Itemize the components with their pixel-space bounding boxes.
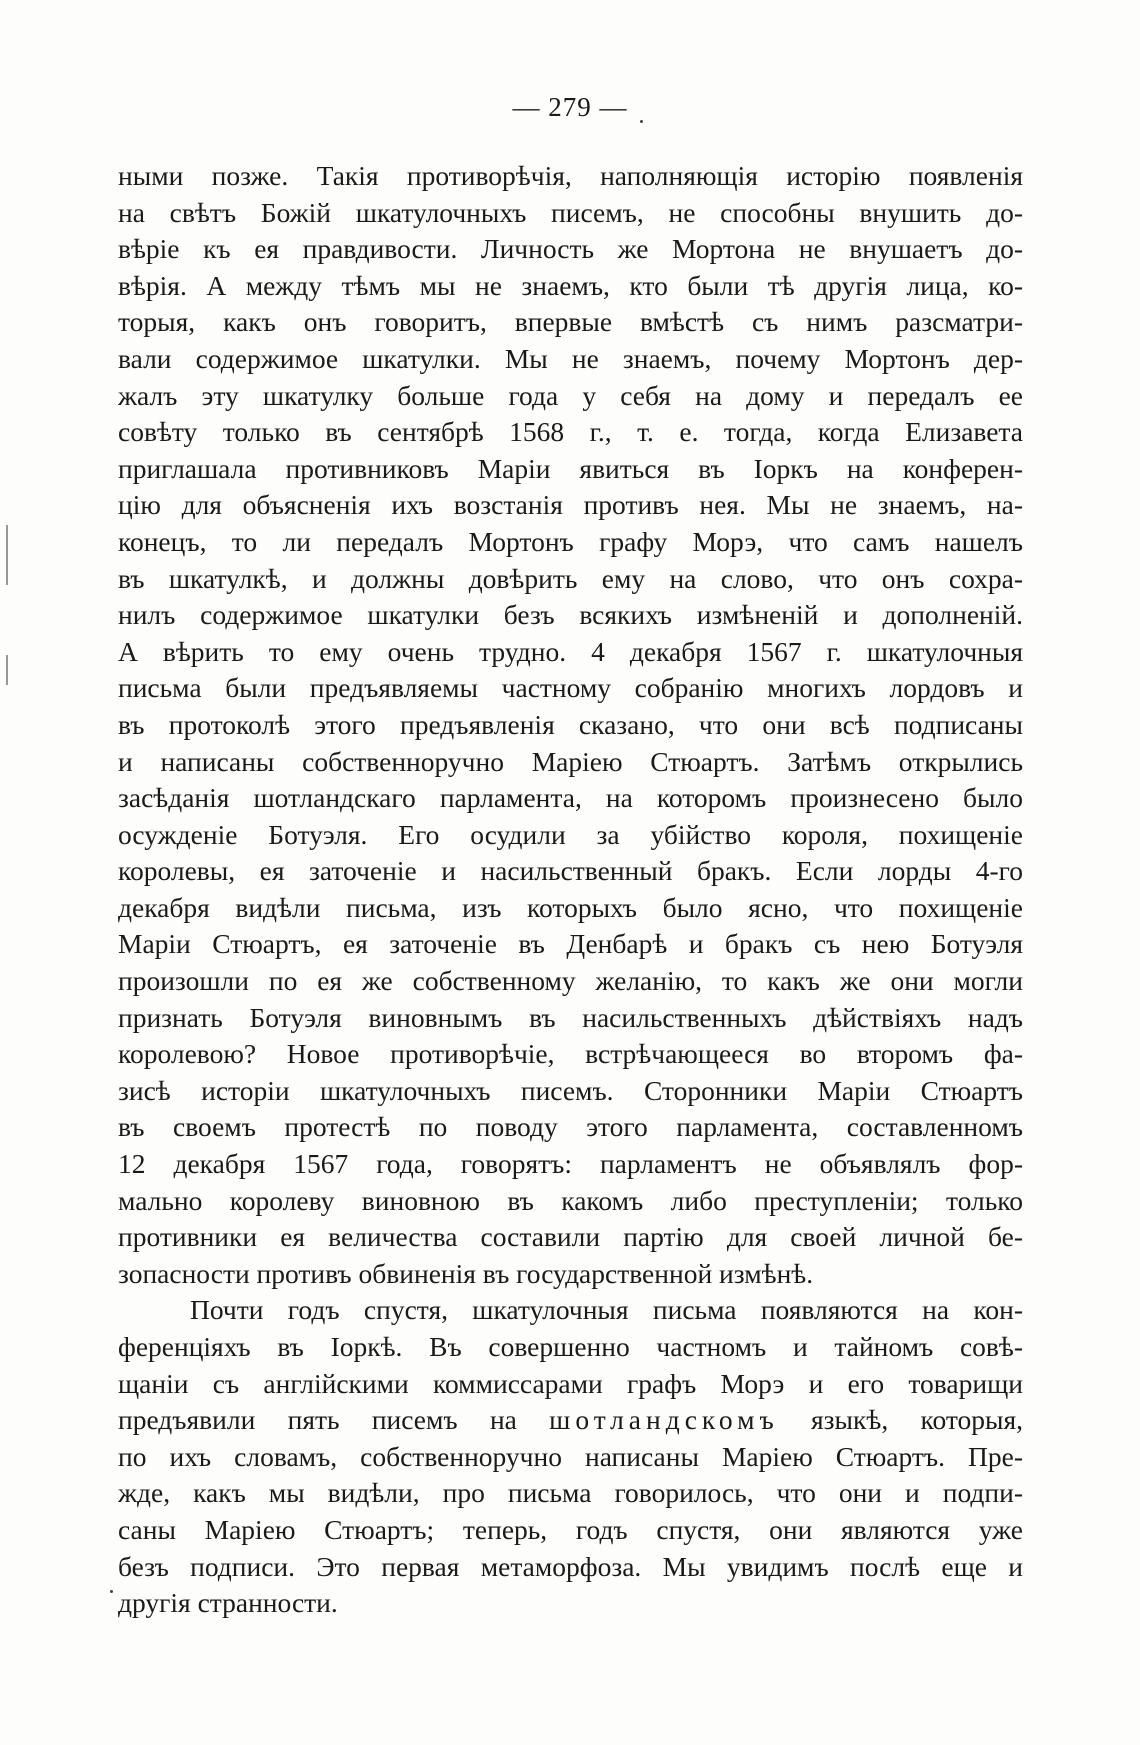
- text-line: въ протоколѣ этого предъявленія сказано, что они всѣ подписаны: [118, 708, 1023, 740]
- text-line: нилъ содержимое шкатулки безъ всякихъ измѣненій и дополненій.: [118, 599, 1023, 631]
- text-line: зопасности противъ обвиненія въ государственной измѣнѣ.: [118, 1257, 814, 1289]
- line-part: предъявили пять писемъ на: [118, 1404, 550, 1436]
- line-part: языкѣ, которыя,: [778, 1404, 1023, 1436]
- text-line: въ своемъ протестѣ по поводу этого парламента, составленномъ: [118, 1111, 1023, 1143]
- text-line: декабря видѣли письма, изъ которыхъ было ясно, что похищеніе: [118, 891, 1023, 923]
- text-line: вали содержимое шкатулки. Мы не знаемъ, почему Мортонъ дер-: [118, 342, 1023, 374]
- spaced-word: шотландскомъ: [549, 1404, 779, 1436]
- text-line: цію для объясненія ихъ возстанія противъ нея. Мы не знаемъ, на-: [118, 489, 1023, 521]
- text-line: засѣданія шотландскаго парламента, на которомъ произнесено было: [118, 782, 1023, 814]
- scan-edge-mark: [6, 655, 8, 685]
- scan-dot: [640, 120, 643, 123]
- text-line: на свѣтъ Божій шкатулочныхъ писемъ, не способны внушить до-: [118, 196, 1023, 228]
- text-line: зисѣ исторіи шкатулочныхъ писемъ. Сторонники Маріи Стюартъ: [118, 1074, 1023, 1106]
- text-line: щаніи съ англійскими коммиссарами графъ Морэ и его товарищи: [118, 1367, 1023, 1399]
- text-line: Маріи Стюартъ, ея заточеніе въ Денбарѣ и бракъ съ нею Ботуэля: [118, 928, 1023, 960]
- text-line: мально королеву виновною въ какомъ либо преступленіи; только: [118, 1184, 1023, 1216]
- text-line: по ихъ словамъ, собственноручно написаны Маріею Стюартъ. Пре-: [118, 1440, 1023, 1472]
- text-line: саны Маріею Стюартъ; теперь, годъ спустя, они являются уже: [118, 1513, 1023, 1545]
- text-line: 12 декабря 1567 года, говорятъ: парламентъ не объявлялъ фор-: [118, 1148, 1023, 1180]
- text-line: жалъ эту шкатулку больше года у себя на дому и передалъ ее: [118, 379, 1023, 411]
- text-line: противники ея величества составили партію для своей личной бе-: [118, 1221, 1023, 1253]
- page-number: — 279 —: [512, 92, 628, 122]
- scan-dot: [110, 1590, 113, 1593]
- text-line: ференціяхъ въ Іоркѣ. Въ совершенно частномъ и тайномъ совѣ-: [118, 1331, 1023, 1362]
- text-line: письма были предъявляемы частному собранію многихъ лордовъ и: [118, 672, 1023, 704]
- text-line: вѣрія. А между тѣмъ мы не знаемъ, кто были тѣ другія лица, ко-: [118, 269, 1023, 301]
- text-line: и написаны собственноручно Маріею Стюартъ. Затѣмъ открылись: [118, 745, 1023, 777]
- text-line: королевою? Новое противорѣчіе, встрѣчающееся во второмъ фа-: [118, 1038, 1023, 1070]
- text-line: осужденіе Ботуэля. Его осудили за убійство короля, похищеніе: [118, 818, 1023, 850]
- text-line: конецъ, то ли передалъ Мортонъ графу Морэ, что самъ нашелъ: [118, 525, 1023, 557]
- text-line: жде, какъ мы видѣли, про письма говорилось, что они и подпи-: [118, 1477, 1023, 1509]
- text-line: ными позже. Такія противорѣчія, наполняющія исторію появленія: [118, 160, 1023, 191]
- text-line: въ шкатулкѣ, и должны довѣрить ему на слово, что онъ сохра-: [118, 562, 1023, 594]
- text-line: торыя, какъ онъ говоритъ, впервые вмѣстѣ съ нимъ разсматри-: [118, 306, 1023, 338]
- text-line: другія странности.: [118, 1587, 338, 1619]
- scan-edge-mark: [6, 525, 8, 585]
- text-line-with-spaced-word: [118, 1402, 1023, 1439]
- text-line: произошли по ея же собственному желанію, то какъ же они могли: [118, 965, 1023, 997]
- text-line: приглашала противниковъ Маріи явиться въ Іоркъ на конферен-: [118, 452, 1023, 484]
- body-text: [118, 158, 1023, 1622]
- text-line: вѣріе къ ея правдивости. Личность же Мортона не внушаетъ до-: [118, 233, 1023, 265]
- text-line: королевы, ея заточеніе и насильственный бракъ. Если лорды 4-го: [118, 855, 1023, 887]
- text-line: Почти годъ спустя, шкатулочныя письма появляются на кон-: [190, 1294, 1023, 1326]
- text-line: признать Ботуэля виновнымъ въ насильственныхъ дѣйствіяхъ надъ: [118, 1001, 1023, 1033]
- text-line: совѣту только въ сентябрѣ 1568 г., т. е. тогда, когда Елизавета: [118, 416, 1023, 448]
- text-line: безъ подписи. Это первая метаморфоза. Мы увидимъ послѣ еще и: [118, 1550, 1023, 1582]
- text-line: А вѣрить то ему очень трудно. 4 декабря 1567 г. шкатулочныя: [118, 635, 1023, 667]
